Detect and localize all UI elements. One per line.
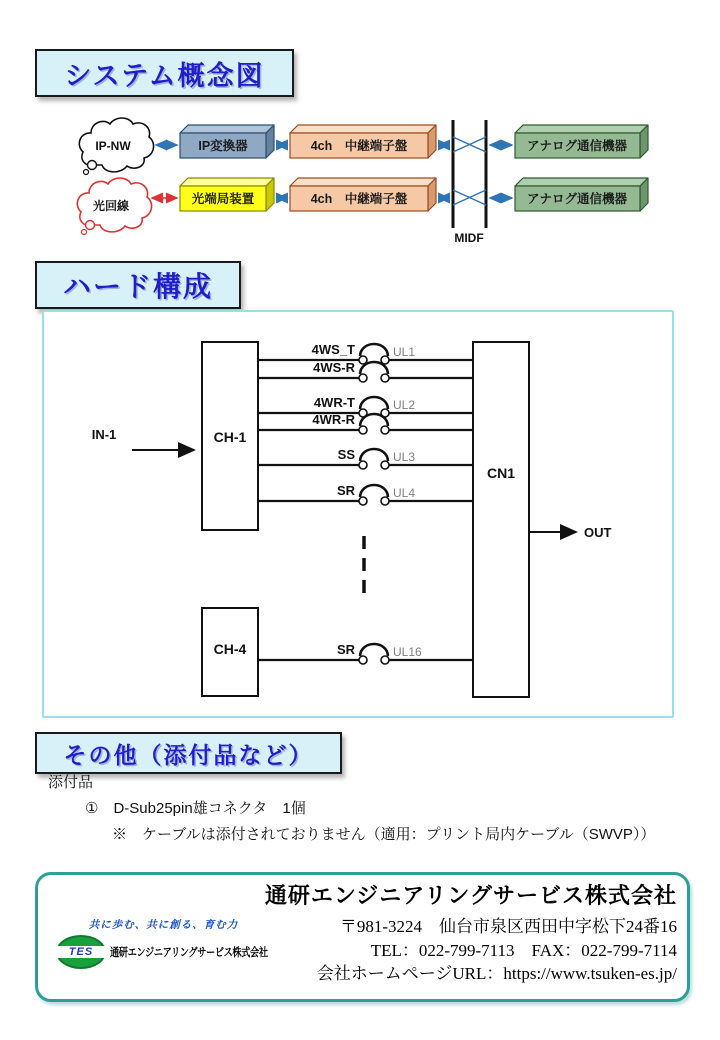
ip-cloud-label: IP-NW [95,139,131,153]
section-header-hardware-config [35,261,241,309]
ip-converter-label: IP変換器 [198,139,248,153]
company-footer [35,872,690,1002]
optical-terminal-label: 光端局装置 [191,192,255,206]
company-logo [56,917,271,969]
signal-label: SR [336,483,355,498]
relay-board-top-box [290,125,436,158]
signal-row [258,483,473,505]
ul-label: UL16 [393,645,422,659]
analog-device-top-label: アナログ通信機器 [526,139,628,153]
analog-device-bottom-label: アナログ通信機器 [526,192,628,206]
optical-terminal-box [180,178,274,211]
ip-network-cloud-icon [79,118,153,175]
ul-label: UL3 [393,450,416,464]
ul-label: UL2 [393,398,416,412]
hardware-diagram [44,312,672,716]
signal-row [258,395,473,417]
signal-label: 4WR-T [313,395,355,410]
ch1-label: CH-1 [213,429,247,445]
signal-row [258,342,473,364]
optical-line-cloud-icon [77,178,151,235]
attachment-note [112,823,655,844]
company-address: 〒981-3224 仙台市泉区西田中字松下24番16 [339,917,677,936]
signal-row [258,447,473,469]
tes-logo-icon [56,935,106,969]
relay-board-top-label: 4ch 中継端子盤 [310,139,408,153]
cn1-box [473,342,529,697]
item-number: ① [85,800,99,817]
company-tel-fax: TEL：022-799-7113 FAX：022-799-7114 [370,941,677,960]
analog-device-top-box [515,125,648,158]
hardware-diagram-frame [42,310,674,718]
signal-label: 4WR-R [312,412,355,427]
section-header-other [35,732,342,774]
cn1-label: CN1 [486,465,516,481]
optical-cloud-label: 光回線 [92,199,130,213]
ul-label: UL1 [393,345,416,359]
logo-company-name: 通研エンジニアリングサービス株式会社 [110,947,268,959]
section-title: システム概念図 [64,60,265,91]
signal-row [258,360,473,382]
tes-logo-text: TES [68,945,94,958]
signal-label: 4WS_T [311,342,355,357]
signal-row [258,412,473,434]
signal-label: SS [337,447,355,462]
signal-row [258,642,473,664]
ul-label: UL4 [393,486,416,500]
ch4-label: CH-4 [213,641,247,657]
attachments-heading: 添付品 [48,774,94,791]
signal-label: SR [336,642,355,657]
company-slogan: 共に歩む、共に創る、育む力 [88,919,239,931]
ip-converter-box [180,125,274,158]
in1-label: IN-1 [91,427,117,442]
note-text: ケーブルは添付されておりません（適用：プリント局内ケーブル（SWVP）） [142,826,656,843]
signal-label: 4WS-R [313,360,355,375]
out-label: OUT [584,525,612,540]
midf-frame [453,120,486,245]
item-text: D-Sub25pin雄コネクタ 1個 [113,800,306,817]
company-url: 会社ホームページURL：https://www.tsuken-es.jp/ [316,964,677,983]
analog-device-bottom-box [515,178,648,211]
midf-label: MIDF [454,231,484,245]
note-marker: ※ [112,826,128,843]
section-title: ハード構成 [62,271,213,302]
relay-board-bottom-label: 4ch 中継端子盤 [310,192,408,206]
relay-board-bottom-box [290,178,436,211]
section-header-system-diagram [35,49,294,97]
section-title: その他（添付品など） [63,741,314,768]
attachment-item [85,797,306,818]
system-concept-diagram [0,105,720,255]
company-name: 通研エンジニアリングサービス株式会社 [264,883,677,908]
